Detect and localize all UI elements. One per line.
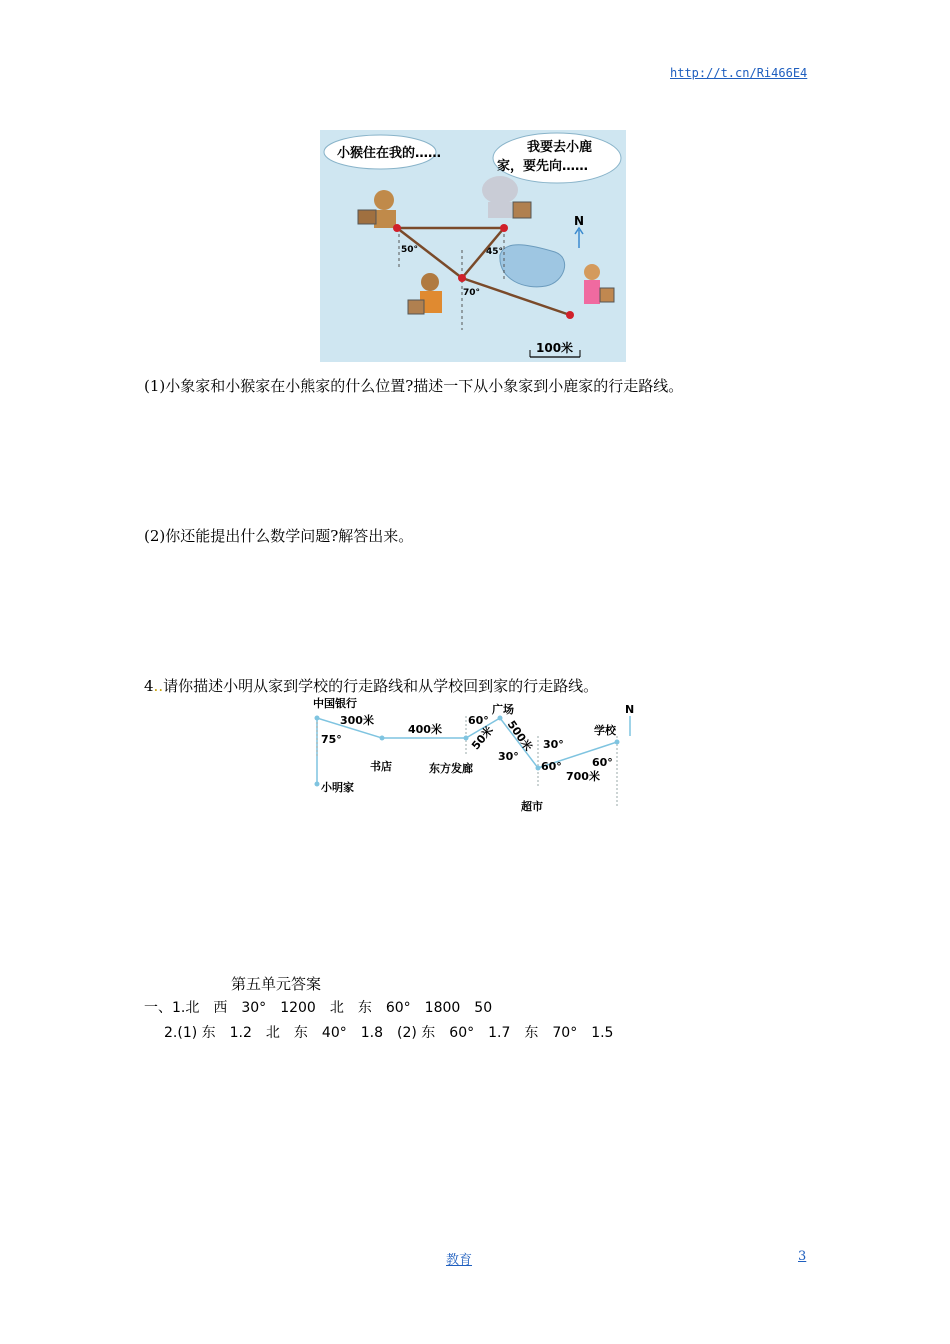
angle-30-a: 30° [543,738,564,751]
question-4-text: 请你描述小明从家到学校的行走路线和从学校回到家的行走路线。 [163,677,599,695]
scale-label: 100米 [536,341,574,355]
angle-50: 50° [401,245,419,255]
answer-text: 1200 [280,1000,316,1016]
market-label: 超市 [521,800,543,813]
plaza-label: 广场 [492,703,514,716]
answers-title: 第五单元答案 [231,975,322,993]
question-1: (1)小象家和小猴家在小熊家的什么位置?描述一下从小象家到小鹿家的行走路线。 [144,377,684,395]
angle-75: 75° [321,733,342,746]
answer-text: 北 [265,1025,280,1041]
answer-text: (2) 东 [397,1025,436,1041]
answer-text: 70° [552,1025,578,1041]
elephant-house-icon [513,202,531,218]
question-4-dots: .. [153,677,164,695]
salon-label: 东方发廊 [429,762,473,775]
answer-text: 1.8 [360,1025,383,1041]
right-bubble-line1: 我要去小鹿 [527,140,593,155]
answer-text: 1.7 [488,1025,511,1041]
distance-500: 500米 [504,718,535,754]
bookstore-label: 书店 [370,760,392,773]
answer-text: 1800 [424,1000,461,1016]
deer-house-icon [600,288,614,302]
footer-link[interactable]: 教育 [446,1253,473,1268]
answer-text: 60° [449,1025,475,1041]
home-label: 小明家 [321,781,354,794]
answer-text: 60° [385,1000,411,1016]
answer-text: 30° [241,1000,267,1016]
answers-line-2 [164,1023,627,1043]
page-number: 3 [798,1249,807,1264]
angle-45: 45° [486,247,504,257]
answer-text: 50 [474,1000,493,1016]
angle-70: 70° [463,288,481,298]
answer-text: 北 [329,1000,344,1016]
answer-text: 东 [357,1000,372,1016]
angle-60-school: 60° [592,756,613,769]
angle-60-market: 60° [541,760,562,773]
header-url-link[interactable]: http://t.cn/Ri466E4 [670,66,808,80]
answer-text: 东 [293,1025,308,1041]
answer-text: 1.5 [591,1025,614,1041]
monkey-house-icon [408,300,424,314]
north-label-2: N [625,703,635,716]
monkey-icon [421,273,439,291]
question-2: (2)你还能提出什么数学问题?解答出来。 [144,527,414,545]
answer-text: 一、1.北 [144,1000,200,1016]
question-4-number: 4 [144,677,154,695]
angle-30-b: 30° [498,750,519,763]
distance-400: 400米 [408,723,442,736]
answer-text: 1.2 [229,1025,252,1041]
distance-50: 50米 [469,723,496,753]
route-map-figure [300,696,650,820]
bear-house-icon [358,210,376,224]
answers-line-1 [144,998,506,1018]
elephant-icon [482,176,518,204]
answer-text: 西 [213,1000,228,1016]
distance-700: 700米 [566,770,600,783]
north-label: N [574,214,585,228]
bank-label: 中国银行 [313,697,357,710]
deer-icon [584,264,600,280]
animal-map-figure [320,130,626,362]
angle-60-plaza: 60° [468,714,489,727]
answer-text: 40° [321,1025,347,1041]
answer-text: 东 [524,1025,539,1041]
bear-icon [374,190,394,210]
school-label: 学校 [594,724,616,737]
right-bubble-line2: 家，要先向…… [497,159,589,174]
answer-text: 2.(1) 东 [164,1025,216,1041]
distance-300: 300米 [340,714,374,727]
question-4 [144,676,598,696]
left-bubble-text: 小猴住在我的…… [337,146,442,161]
